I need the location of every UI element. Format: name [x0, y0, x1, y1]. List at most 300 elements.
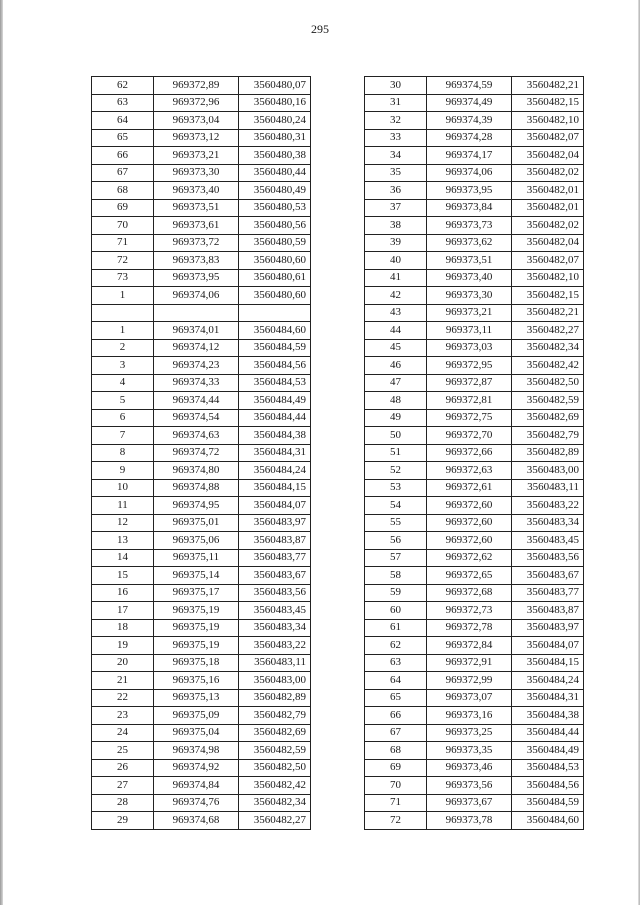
point-number-cell: 61: [365, 619, 427, 637]
x-coordinate-cell: 969373,03: [427, 339, 512, 357]
x-coordinate-cell: 969375,19: [154, 619, 239, 637]
table-row: [365, 164, 584, 182]
table-row: [365, 77, 584, 95]
y-coordinate-cell: 3560483,67: [512, 567, 584, 585]
point-number-cell: 31: [365, 94, 427, 112]
x-coordinate-cell: 969375,04: [154, 724, 239, 742]
y-coordinate-cell: 3560482,59: [239, 742, 311, 760]
table-row: [92, 462, 311, 480]
point-number-cell: 8: [92, 444, 154, 462]
y-coordinate-cell: 3560482,34: [512, 339, 584, 357]
y-coordinate-cell: 3560484,31: [239, 444, 311, 462]
x-coordinate-cell: 969372,81: [427, 392, 512, 410]
table-row: [365, 147, 584, 165]
x-coordinate-cell: 969373,16: [427, 707, 512, 725]
y-coordinate-cell: 3560484,38: [239, 427, 311, 445]
x-coordinate-cell: 969373,61: [154, 217, 239, 235]
y-coordinate-cell: 3560484,38: [512, 707, 584, 725]
point-number-cell: 26: [92, 759, 154, 777]
x-coordinate-cell: 969373,21: [427, 304, 512, 322]
x-coordinate-cell: 969374,95: [154, 497, 239, 515]
table-row: [92, 164, 311, 182]
x-coordinate-cell: 969373,51: [154, 199, 239, 217]
table-row: [92, 409, 311, 427]
table-row: [92, 654, 311, 672]
x-coordinate-cell: 969372,99: [427, 672, 512, 690]
point-number-cell: 71: [92, 234, 154, 252]
point-number-cell: 35: [365, 164, 427, 182]
y-coordinate-cell: 3560482,69: [239, 724, 311, 742]
y-coordinate-cell: 3560484,31: [512, 689, 584, 707]
point-number-cell: 71: [365, 794, 427, 812]
x-coordinate-cell: 969375,18: [154, 654, 239, 672]
x-coordinate-cell: 969372,60: [427, 532, 512, 550]
y-coordinate-cell: 3560483,97: [512, 619, 584, 637]
point-number-cell: 50: [365, 427, 427, 445]
point-number-cell: [92, 304, 154, 322]
point-number-cell: 64: [365, 672, 427, 690]
point-number-cell: 59: [365, 584, 427, 602]
point-number-cell: 5: [92, 392, 154, 410]
table-row: [92, 287, 311, 305]
table-row: [92, 812, 311, 830]
point-number-cell: 68: [92, 182, 154, 200]
x-coordinate-cell: 969373,73: [427, 217, 512, 235]
y-coordinate-cell: 3560483,34: [239, 619, 311, 637]
x-coordinate-cell: 969374,44: [154, 392, 239, 410]
point-number-cell: 23: [92, 707, 154, 725]
y-coordinate-cell: 3560483,00: [239, 672, 311, 690]
x-coordinate-cell: 969375,11: [154, 549, 239, 567]
y-coordinate-cell: 3560483,22: [239, 637, 311, 655]
x-coordinate-cell: 969374,84: [154, 777, 239, 795]
table-row: [92, 602, 311, 620]
point-number-cell: 49: [365, 409, 427, 427]
x-coordinate-cell: 969375,16: [154, 672, 239, 690]
point-number-cell: 1: [92, 322, 154, 340]
y-coordinate-cell: 3560482,21: [512, 304, 584, 322]
table-row: [365, 427, 584, 445]
table-row: [92, 339, 311, 357]
point-number-cell: 46: [365, 357, 427, 375]
table-row: [92, 374, 311, 392]
x-coordinate-cell: 969373,21: [154, 147, 239, 165]
point-number-cell: 9: [92, 462, 154, 480]
point-number-cell: 45: [365, 339, 427, 357]
table-row: [365, 479, 584, 497]
table-row: [92, 497, 311, 515]
x-coordinate-cell: 969374,92: [154, 759, 239, 777]
table-row: [365, 217, 584, 235]
table-row: [365, 549, 584, 567]
y-coordinate-cell: 3560482,42: [512, 357, 584, 375]
y-coordinate-cell: 3560480,49: [239, 182, 311, 200]
y-coordinate-cell: 3560482,02: [512, 217, 584, 235]
point-number-cell: 38: [365, 217, 427, 235]
y-coordinate-cell: 3560483,77: [512, 584, 584, 602]
point-number-cell: 30: [365, 77, 427, 95]
x-coordinate-cell: 969372,60: [427, 497, 512, 515]
y-coordinate-cell: 3560480,56: [239, 217, 311, 235]
point-number-cell: 28: [92, 794, 154, 812]
y-coordinate-cell: 3560482,01: [512, 199, 584, 217]
y-coordinate-cell: 3560483,87: [239, 532, 311, 550]
table-row: [365, 287, 584, 305]
table-row: [365, 462, 584, 480]
y-coordinate-cell: 3560482,50: [512, 374, 584, 392]
table-row: [92, 549, 311, 567]
table-row: [365, 269, 584, 287]
point-number-cell: 72: [365, 812, 427, 830]
point-number-cell: 19: [92, 637, 154, 655]
x-coordinate-cell: 969374,06: [154, 287, 239, 305]
table-row: [92, 427, 311, 445]
point-number-cell: 27: [92, 777, 154, 795]
x-coordinate-cell: 969372,66: [427, 444, 512, 462]
y-coordinate-cell: 3560482,10: [512, 269, 584, 287]
x-coordinate-cell: 969375,01: [154, 514, 239, 532]
point-number-cell: 32: [365, 112, 427, 130]
point-number-cell: 37: [365, 199, 427, 217]
x-coordinate-cell: 969375,09: [154, 707, 239, 725]
y-coordinate-cell: 3560484,15: [512, 654, 584, 672]
y-coordinate-cell: 3560484,44: [239, 409, 311, 427]
y-coordinate-cell: 3560482,89: [239, 689, 311, 707]
x-coordinate-cell: 969372,62: [427, 549, 512, 567]
table-row: [92, 619, 311, 637]
point-number-cell: 52: [365, 462, 427, 480]
y-coordinate-cell: 3560483,22: [512, 497, 584, 515]
x-coordinate-cell: 969374,76: [154, 794, 239, 812]
x-coordinate-cell: 969372,91: [427, 654, 512, 672]
y-coordinate-cell: 3560484,07: [239, 497, 311, 515]
point-number-cell: 70: [365, 777, 427, 795]
y-coordinate-cell: 3560482,59: [512, 392, 584, 410]
point-number-cell: 15: [92, 567, 154, 585]
point-number-cell: 64: [92, 112, 154, 130]
x-coordinate-cell: 969373,11: [427, 322, 512, 340]
table-row: [365, 689, 584, 707]
point-number-cell: 69: [92, 199, 154, 217]
table-row: [365, 584, 584, 602]
y-coordinate-cell: 3560482,04: [512, 147, 584, 165]
y-coordinate-cell: 3560484,59: [239, 339, 311, 357]
point-number-cell: 69: [365, 759, 427, 777]
table-row: [92, 322, 311, 340]
y-coordinate-cell: 3560482,27: [239, 812, 311, 830]
y-coordinate-cell: 3560484,60: [239, 322, 311, 340]
y-coordinate-cell: 3560483,56: [239, 584, 311, 602]
point-number-cell: 62: [92, 77, 154, 95]
y-coordinate-cell: 3560483,45: [512, 532, 584, 550]
table-row: [92, 392, 311, 410]
x-coordinate-cell: 969374,33: [154, 374, 239, 392]
y-coordinate-cell: 3560482,04: [512, 234, 584, 252]
point-number-cell: 68: [365, 742, 427, 760]
x-coordinate-cell: 969372,87: [427, 374, 512, 392]
table-row: [365, 794, 584, 812]
table-row: [365, 374, 584, 392]
x-coordinate-cell: 969373,95: [427, 182, 512, 200]
y-coordinate-cell: 3560480,59: [239, 234, 311, 252]
point-number-cell: 24: [92, 724, 154, 742]
x-coordinate-cell: 969374,06: [427, 164, 512, 182]
y-coordinate-cell: 3560484,24: [512, 672, 584, 690]
table-row: [365, 514, 584, 532]
table-row: [365, 304, 584, 322]
x-coordinate-cell: 969373,62: [427, 234, 512, 252]
table-row: [365, 199, 584, 217]
table-row: [365, 637, 584, 655]
y-coordinate-cell: 3560483,34: [512, 514, 584, 532]
y-coordinate-cell: 3560480,60: [239, 252, 311, 270]
x-coordinate-cell: 969372,65: [427, 567, 512, 585]
y-coordinate-cell: 3560483,97: [239, 514, 311, 532]
table-row: [92, 759, 311, 777]
point-number-cell: 39: [365, 234, 427, 252]
x-coordinate-cell: 969373,30: [427, 287, 512, 305]
table-row: [365, 322, 584, 340]
x-coordinate-cell: 969375,19: [154, 602, 239, 620]
table-row: [92, 112, 311, 130]
x-coordinate-cell: 969374,49: [427, 94, 512, 112]
x-coordinate-cell: 969375,13: [154, 689, 239, 707]
point-number-cell: 56: [365, 532, 427, 550]
point-number-cell: 60: [365, 602, 427, 620]
x-coordinate-cell: 969373,72: [154, 234, 239, 252]
point-number-cell: 14: [92, 549, 154, 567]
point-number-cell: 12: [92, 514, 154, 532]
y-coordinate-cell: 3560480,44: [239, 164, 311, 182]
y-coordinate-cell: 3560484,53: [512, 759, 584, 777]
table-row: [365, 444, 584, 462]
point-number-cell: 55: [365, 514, 427, 532]
table-row: [92, 707, 311, 725]
scan-edge-left: [0, 0, 3, 905]
x-coordinate-cell: 969374,98: [154, 742, 239, 760]
point-number-cell: 51: [365, 444, 427, 462]
y-coordinate-cell: 3560484,59: [512, 794, 584, 812]
y-coordinate-cell: 3560484,49: [512, 742, 584, 760]
y-coordinate-cell: 3560482,21: [512, 77, 584, 95]
x-coordinate-cell: 969373,12: [154, 129, 239, 147]
y-coordinate-cell: 3560482,69: [512, 409, 584, 427]
y-coordinate-cell: 3560482,10: [512, 112, 584, 130]
y-coordinate-cell: 3560482,50: [239, 759, 311, 777]
x-coordinate-cell: 969372,61: [427, 479, 512, 497]
x-coordinate-cell: 969372,68: [427, 584, 512, 602]
x-coordinate-cell: 969372,63: [427, 462, 512, 480]
y-coordinate-cell: 3560484,07: [512, 637, 584, 655]
x-coordinate-cell: 969374,72: [154, 444, 239, 462]
x-coordinate-cell: 969373,40: [427, 269, 512, 287]
point-number-cell: 66: [365, 707, 427, 725]
x-coordinate-cell: 969374,80: [154, 462, 239, 480]
point-number-cell: 16: [92, 584, 154, 602]
table-row: [365, 112, 584, 130]
point-number-cell: 48: [365, 392, 427, 410]
point-number-cell: 62: [365, 637, 427, 655]
table-row: [92, 129, 311, 147]
x-coordinate-cell: 969375,19: [154, 637, 239, 655]
point-number-cell: 1: [92, 287, 154, 305]
point-number-cell: 17: [92, 602, 154, 620]
table-row: [365, 234, 584, 252]
x-coordinate-cell: 969373,78: [427, 812, 512, 830]
x-coordinate-cell: 969373,30: [154, 164, 239, 182]
x-coordinate-cell: 969374,39: [427, 112, 512, 130]
table-row: [92, 672, 311, 690]
point-number-cell: 65: [365, 689, 427, 707]
table-row: [92, 147, 311, 165]
point-number-cell: 53: [365, 479, 427, 497]
point-number-cell: 73: [92, 269, 154, 287]
y-coordinate-cell: 3560482,07: [512, 252, 584, 270]
point-number-cell: 47: [365, 374, 427, 392]
y-coordinate-cell: 3560484,44: [512, 724, 584, 742]
table-row: [365, 94, 584, 112]
x-coordinate-cell: 969373,35: [427, 742, 512, 760]
point-number-cell: 33: [365, 129, 427, 147]
y-coordinate-cell: 3560482,15: [512, 287, 584, 305]
x-coordinate-cell: 969373,40: [154, 182, 239, 200]
table-row: [365, 392, 584, 410]
table-row: [92, 794, 311, 812]
table-row: [92, 637, 311, 655]
point-number-cell: 42: [365, 287, 427, 305]
table-row: [92, 742, 311, 760]
y-coordinate-cell: 3560483,11: [512, 479, 584, 497]
table-row: [92, 724, 311, 742]
coordinates-table-left-body: [92, 77, 311, 830]
point-number-cell: 11: [92, 497, 154, 515]
point-number-cell: 43: [365, 304, 427, 322]
point-number-cell: 66: [92, 147, 154, 165]
point-number-cell: 67: [92, 164, 154, 182]
point-number-cell: 72: [92, 252, 154, 270]
x-coordinate-cell: 969372,75: [427, 409, 512, 427]
table-row: [365, 357, 584, 375]
point-number-cell: 25: [92, 742, 154, 760]
point-number-cell: 40: [365, 252, 427, 270]
table-row: [92, 199, 311, 217]
x-coordinate-cell: 969374,01: [154, 322, 239, 340]
point-number-cell: 22: [92, 689, 154, 707]
x-coordinate-cell: 969373,07: [427, 689, 512, 707]
point-number-cell: 54: [365, 497, 427, 515]
x-coordinate-cell: 969374,54: [154, 409, 239, 427]
x-coordinate-cell: 969373,51: [427, 252, 512, 270]
point-number-cell: 67: [365, 724, 427, 742]
table-row: [365, 182, 584, 200]
page-number: 295: [311, 22, 329, 36]
y-coordinate-cell: 3560482,42: [239, 777, 311, 795]
x-coordinate-cell: 969375,17: [154, 584, 239, 602]
table-row: [365, 602, 584, 620]
y-coordinate-cell: 3560484,24: [239, 462, 311, 480]
table-row: [92, 689, 311, 707]
table-row: [365, 567, 584, 585]
point-number-cell: 65: [92, 129, 154, 147]
table-row: [365, 339, 584, 357]
y-coordinate-cell: 3560483,56: [512, 549, 584, 567]
x-coordinate-cell: 969373,83: [154, 252, 239, 270]
table-row: [92, 357, 311, 375]
y-coordinate-cell: 3560483,11: [239, 654, 311, 672]
x-coordinate-cell: 969372,78: [427, 619, 512, 637]
point-number-cell: 3: [92, 357, 154, 375]
x-coordinate-cell: 969373,84: [427, 199, 512, 217]
y-coordinate-cell: 3560482,79: [239, 707, 311, 725]
x-coordinate-cell: 969374,59: [427, 77, 512, 95]
x-coordinate-cell: 969373,25: [427, 724, 512, 742]
point-number-cell: 58: [365, 567, 427, 585]
y-coordinate-cell: 3560484,53: [239, 374, 311, 392]
coordinates-table-right: [364, 76, 584, 830]
table-row: [365, 812, 584, 830]
point-number-cell: 21: [92, 672, 154, 690]
y-coordinate-cell: 3560484,60: [512, 812, 584, 830]
table-row: [365, 532, 584, 550]
table-row: [92, 777, 311, 795]
x-coordinate-cell: 969373,04: [154, 112, 239, 130]
x-coordinate-cell: 969372,89: [154, 77, 239, 95]
table-row: [365, 409, 584, 427]
x-coordinate-cell: 969373,95: [154, 269, 239, 287]
x-coordinate-cell: 969373,67: [427, 794, 512, 812]
y-coordinate-cell: 3560482,79: [512, 427, 584, 445]
table-row: [92, 532, 311, 550]
table-row: [365, 777, 584, 795]
table-row: [92, 252, 311, 270]
x-coordinate-cell: 969374,23: [154, 357, 239, 375]
point-number-cell: 2: [92, 339, 154, 357]
point-number-cell: 13: [92, 532, 154, 550]
y-coordinate-cell: 3560480,60: [239, 287, 311, 305]
point-number-cell: 20: [92, 654, 154, 672]
table-row: [92, 584, 311, 602]
y-coordinate-cell: 3560482,34: [239, 794, 311, 812]
y-coordinate-cell: 3560482,01: [512, 182, 584, 200]
point-number-cell: 44: [365, 322, 427, 340]
table-row: [365, 672, 584, 690]
x-coordinate-cell: 969372,96: [154, 94, 239, 112]
y-coordinate-cell: 3560480,61: [239, 269, 311, 287]
y-coordinate-cell: 3560480,24: [239, 112, 311, 130]
x-coordinate-cell: 969374,63: [154, 427, 239, 445]
y-coordinate-cell: 3560482,89: [512, 444, 584, 462]
y-coordinate-cell: 3560482,07: [512, 129, 584, 147]
table-row: [365, 707, 584, 725]
y-coordinate-cell: 3560482,27: [512, 322, 584, 340]
point-number-cell: 63: [365, 654, 427, 672]
y-coordinate-cell: 3560484,49: [239, 392, 311, 410]
y-coordinate-cell: 3560483,45: [239, 602, 311, 620]
table-row: [92, 304, 311, 322]
point-number-cell: 63: [92, 94, 154, 112]
table-row: [92, 234, 311, 252]
point-number-cell: 70: [92, 217, 154, 235]
x-coordinate-cell: 969374,17: [427, 147, 512, 165]
x-coordinate-cell: 969375,14: [154, 567, 239, 585]
y-coordinate-cell: 3560483,87: [512, 602, 584, 620]
table-row: [92, 217, 311, 235]
table-row: [365, 742, 584, 760]
x-coordinate-cell: 969373,56: [427, 777, 512, 795]
table-row: [92, 94, 311, 112]
y-coordinate-cell: 3560483,00: [512, 462, 584, 480]
x-coordinate-cell: 969372,84: [427, 637, 512, 655]
